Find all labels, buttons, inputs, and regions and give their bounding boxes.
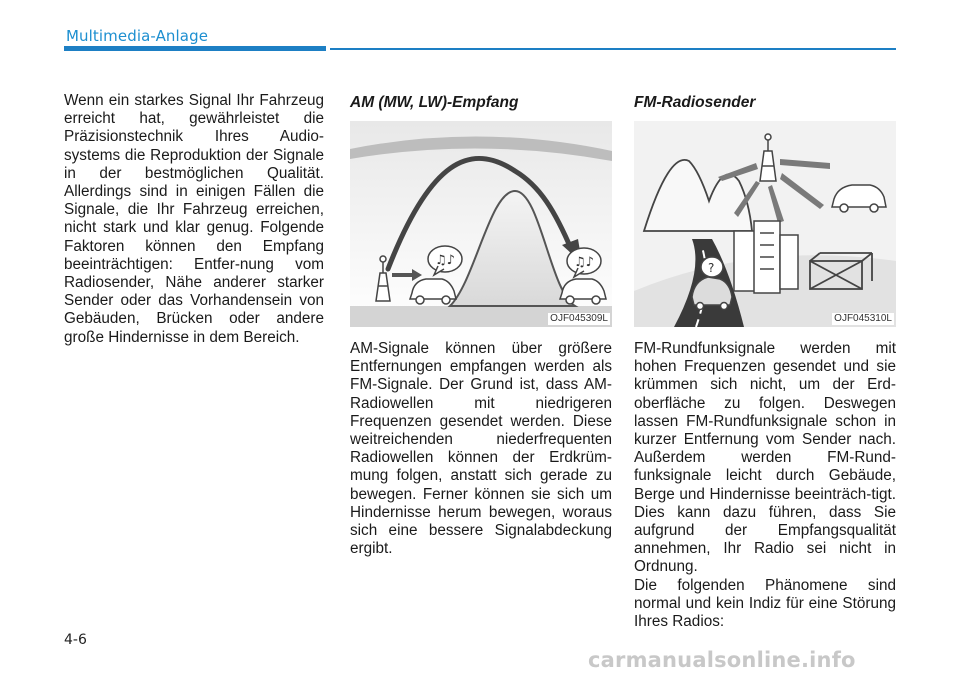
fm-column-text [634, 340, 896, 631]
intro-column [64, 92, 324, 347]
svg-text:♫♪: ♫♪ [574, 255, 594, 270]
fm-reception-figure [634, 121, 896, 327]
am-figure-caption: OJF045309L [550, 313, 608, 324]
fm-paragraph-2: Die folgenden Phänomene sind normal und kein Indiz für eine Störung Ihres Radios: [634, 576, 896, 631]
fm-heading: FM-Radiosender [634, 94, 756, 111]
section-title: Multimedia-Anlage [66, 27, 209, 45]
question-bubble-icon [701, 257, 723, 277]
intro-paragraph: Wenn ein starkes Signal Ihr Fahrzeug erreicht hat, gewährleistet die Präzisionstechnik Ihres Audio-systems die Reproduktion der Signale in der bestmöglichen Qualität. Allerdings sind in einigen Fällen die Signale, die Ihr Fahrzeug erreichen, nicht stark und klar genug. Folgende Faktoren können den Empfang beeinträchtigen: Entfer-nung vom Radiosender, Nähe anderer starker Sender oder das Vorhandensein von Gebäuden, Brücken oder andere große Hindernisse in dem Bereich. [64, 92, 324, 346]
am-heading: AM (MW, LW)-Empfang [350, 94, 519, 111]
header-rule-thick [64, 46, 326, 51]
fm-paragraph-1: FM-Rundfunksignale werden mit hohen Frequenzen gesendet und sie krümmen sich nicht, um der Erd-oberfläche zu folgen. Deswegen lassen FM-Rundfunksignale schon in kurzer Entfernung vom Sender nach. Außerdem werden FM-Rund-funksignale leicht durch Gebäude, Berge und Hindernisse beeinträch-tigt. Dies kann dazu führen, dass Sie aufgrund der Empfangsqualität annehmen, Ihr Radio sei nicht in Ordnung. [634, 340, 896, 576]
page-number: 4-6 [64, 632, 87, 648]
am-paragraph: AM-Signale können über größere Entfernungen empfangen werden als FM-Signale. Der Grund ist, dass AM-Radiowellen mit niedrigeren Frequenzen gesendet werden. Diese weitreichenden niederfrequenten Radiowellen können der Erdkrüm-mung folgen, anstatt sich gerade zu bewegen. Ferner können sie sich um Hindernisse herum bewegen, woraus sich eine bessere Signalabdeckung ergibt. [350, 340, 612, 558]
svg-text:?: ? [708, 261, 715, 275]
fm-figure-caption: OJF045310L [834, 313, 892, 324]
watermark: carmanualsonline.info [588, 648, 856, 672]
am-column-text [350, 340, 612, 558]
header-rule-thin [330, 48, 896, 50]
am-reception-figure [350, 121, 612, 327]
svg-text:♫♪: ♫♪ [435, 253, 455, 268]
